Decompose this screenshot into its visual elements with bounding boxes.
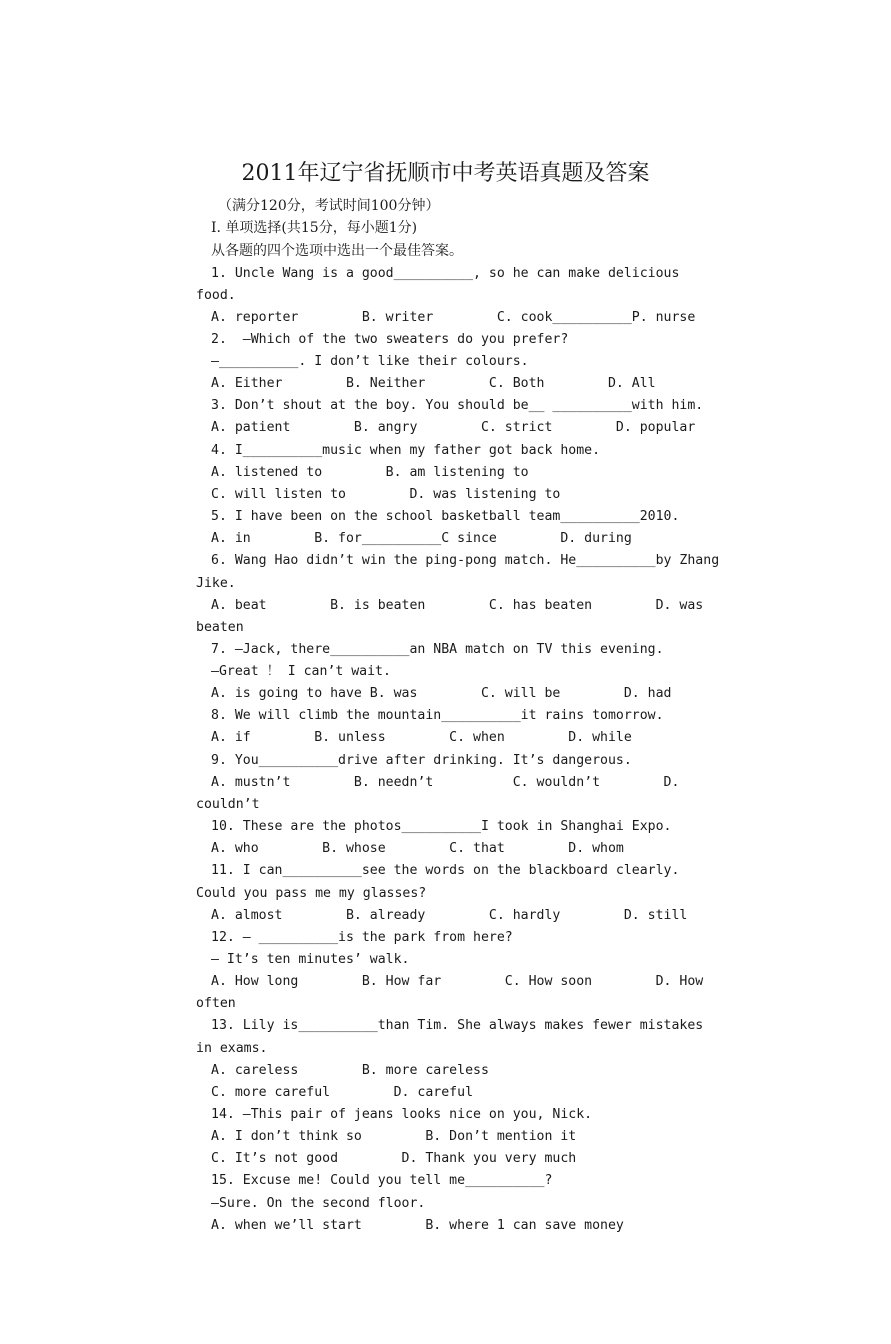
question-15-options: A. when we’ll start B. where 1 can save money [211,1218,624,1233]
question-3: 3. Don’t shout at the boy. You should be__ __________with him. [211,398,704,413]
question-1-options: A. reporter B. writer C. cook__________P. nurse [211,310,696,325]
question-15-reply: —Sure. On the second floor. [211,1196,426,1211]
question-14-options-cd: C. It’s not good D. Thank you very much [211,1151,577,1166]
question-11-continued: Could you pass me my glasses? [196,886,427,901]
question-12-options: A. How long B. How far C. How soon D. How [211,974,704,989]
question-2-options: A. Either B. Neither C. Both D. All [211,376,656,391]
question-4-options-ab: A. listened to B. am listening to [211,465,529,480]
question-9: 9. You__________drive after drinking. It’s dangerous. [211,753,632,768]
question-8-options: A. if B. unless C. when D. while [211,730,632,745]
question-10: 10. These are the photos__________I took in Shanghai Expo. [211,819,672,834]
question-6-options: A. beat B. is beaten C. has beaten D. was [211,598,704,613]
question-11: 11. I can__________see the words on the blackboard clearly. [211,863,680,878]
question-12: 12. — __________is the park from here? [211,930,513,945]
question-12-options-continued: often [196,996,236,1011]
question-15: 15. Excuse me! Could you tell me__________? [211,1173,553,1188]
question-8: 8. We will climb the mountain__________it rains tomorrow. [211,708,664,723]
question-1-continued: food. [196,288,236,303]
question-2: 2. —Which of the two sweaters do you prefer? [211,332,569,347]
question-13-options-ab: A. careless B. more careless [211,1063,489,1078]
question-3-options: A. patient B. angry C. strict D. popular [211,420,696,435]
question-5-options: A. in B. for__________C since D. during [211,531,632,546]
question-4: 4. I__________music when my father got back home. [211,443,601,458]
question-13-options-cd: C. more careful D. careful [211,1085,474,1100]
question-4-options-cd: C. will listen to D. was listening to [211,487,561,502]
question-1: 1. Uncle Wang is a good__________, so he can make delicious [211,266,680,281]
section-heading: I. 单项选择(共15分，每小题1分) [211,220,418,236]
section-instruction: 从各题的四个选项中选出一个最佳答案。 [211,243,463,259]
question-9-options-continued: couldn’t [196,797,260,812]
question-2-reply: —__________. I don’t like their colours. [211,354,529,369]
question-14-options-ab: A. I don’t think so B. Don’t mention it [211,1129,577,1144]
question-6: 6. Wang Hao didn’t win the ping-pong match. He__________by Zhang [211,553,720,568]
document-title: 2011年辽宁省抚顺市中考英语真题及答案 [241,161,650,186]
question-14: 14. —This pair of jeans looks nice on you, Nick. [211,1107,593,1122]
question-13-continued: in exams. [196,1041,268,1056]
question-5: 5. I have been on the school basketball team__________2010. [211,509,680,524]
question-9-options: A. mustn’t B. needn’t C. wouldn’t D. [211,775,680,790]
question-7: 7. —Jack, there__________an NBA match on TV this evening. [211,642,664,657]
question-11-options: A. almost B. already C. hardly D. still [211,908,688,923]
exam-info: （满分120分，考试时间100分钟） [218,198,440,214]
question-6-options-continued: beaten [196,620,244,635]
question-6-continued: Jike. [196,576,236,591]
question-7-options: A. is going to have B. was C. will be D. had [211,686,672,701]
question-10-options: A. who B. whose C. that D. whom [211,841,624,856]
question-13: 13. Lily is__________than Tim. She always makes fewer mistakes [211,1018,704,1033]
question-12-reply: — It’s ten minutes’ walk. [211,952,410,967]
question-7-reply: —Great ！ I can’t wait. [211,664,391,679]
